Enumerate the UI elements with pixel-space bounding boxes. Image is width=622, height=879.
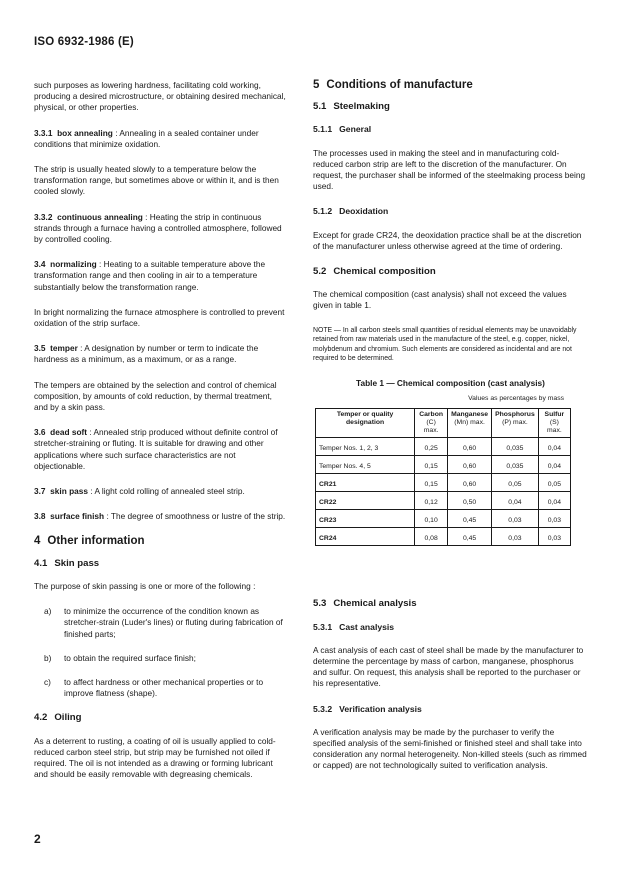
clause-3-5 <box>34 343 287 365</box>
phosphorus-cell: 0,035 <box>492 438 539 456</box>
carbon-cell: 0,12 <box>415 492 448 510</box>
section-5-1-heading <box>313 101 588 112</box>
list-item <box>44 677 287 699</box>
residual-elements-note: NOTE — In all carbon steels small quantities of residual elements may be unavoidably retained from raw materials used in the manufacture of the steel, e.g. copper, nickel, molybdenum and chromium. Such elements are considered as incidental and are not required to be determined. <box>313 326 577 363</box>
section-5-3-heading <box>313 598 588 609</box>
section-number: 4 <box>34 535 41 548</box>
table-header-row <box>316 409 571 438</box>
section-number: 4.2 <box>34 712 48 724</box>
column-header-label: Temper or quality designation <box>336 411 394 427</box>
clause-text: : A light cold rolling of annealed steel strip. <box>90 486 245 497</box>
section-5-1-2-heading <box>313 206 588 217</box>
manganese-cell: 0,45 <box>448 510 492 528</box>
column-header <box>316 409 415 438</box>
clause-3-7 <box>34 486 287 497</box>
section-5-3-1-heading <box>313 622 588 633</box>
clause-3-6 <box>34 427 287 472</box>
table-title: Table 1 — Chemical composition (cast analysis) <box>356 378 545 389</box>
table-caption: Values as percentages by mass <box>468 395 564 403</box>
clause-number: 3.3.2 <box>34 211 53 222</box>
list-text: to minimize the occurrence of the condition known as stretcher-strain (Luder's lines) or fluting during fabrication of finished parts; <box>64 606 283 639</box>
carbon-cell: 0,15 <box>415 456 448 474</box>
clause-3-4-detail: In bright normalizing the furnace atmosphere is controlled to prevent oxidation of the strip surface. <box>34 306 285 329</box>
section-title: Chemical analysis <box>333 598 417 610</box>
carbon-cell: 0,08 <box>415 528 448 546</box>
table-row <box>316 474 571 492</box>
sulfur-cell: 0,04 <box>538 456 570 474</box>
section-5-2-heading <box>313 266 588 277</box>
clause-3-4 <box>34 259 287 293</box>
designation-cell: Temper Nos. 4, 5 <box>316 456 415 474</box>
section-4-2-heading <box>34 712 287 723</box>
skin-pass-intro: The purpose of skin passing is one or more of the following : <box>34 580 256 591</box>
carbon-cell: 0,10 <box>415 510 448 528</box>
clause-number: 3.4 <box>34 259 46 270</box>
list-text: to obtain the required surface finish; <box>64 652 196 663</box>
clause-term: temper <box>50 343 78 354</box>
clause-text: : Heating to a suitable temperature above the transformation range and then cooling in air to a temperature substantially below the transformation range. <box>34 259 266 292</box>
designation-cell: CR22 <box>316 492 415 510</box>
column-header-label: Phosphorus <box>495 411 535 419</box>
intro-paragraph: such purposes as lowering hardness, facilitating cold working, producing a desired microstructure, or obtaining desired mechanical, physical, or other properties. <box>34 80 286 113</box>
section-number: 5.2 <box>313 266 327 278</box>
clause-text: : Heating the strip in continuous strands through a furnace having a controlled atmosphere, followed by controlled cooling. <box>34 211 282 245</box>
chemical-composition-paragraph: The chemical composition (cast analysis) shall not exceed the values given in table 1. <box>313 289 567 311</box>
section-title: Cast analysis <box>339 621 395 632</box>
clause-3-3-1 <box>34 128 287 150</box>
table-row <box>316 510 571 528</box>
verification-analysis-paragraph: A verification analysis may be made by the purchaser to verify the specified analysis of the semi-finished or finished steel and shall take into consideration any normal heterogeneity. Non-killed steels (such as rimmed or capped) are not technologically suited to verification analysis. <box>313 726 587 771</box>
clause-text: : Annealing in a sealed container under conditions that minimize oxidation. <box>34 127 259 149</box>
sulfur-cell: 0,03 <box>538 510 570 528</box>
section-number: 5.1.1 <box>313 124 333 135</box>
column-header-label: Carbon <box>419 411 444 419</box>
section-title: Oiling <box>54 712 82 724</box>
phosphorus-cell: 0,03 <box>492 528 539 546</box>
list-marker: c) <box>44 676 51 687</box>
table-row <box>316 492 571 510</box>
section-5-1-1-heading <box>313 124 588 135</box>
phosphorus-cell: 0,035 <box>492 456 539 474</box>
designation-cell: CR23 <box>316 510 415 528</box>
section-title: Conditions of manufacture <box>326 79 473 91</box>
section-number: 5.3.2 <box>313 703 333 714</box>
section-title: Skin pass <box>54 557 100 569</box>
clause-number: 3.3.1 <box>34 127 53 138</box>
section-number: 4.1 <box>34 557 48 569</box>
manganese-cell: 0,45 <box>448 528 492 546</box>
manganese-cell: 0,60 <box>448 474 492 492</box>
list-item <box>44 606 287 640</box>
column-header <box>415 409 448 438</box>
sulfur-cell: 0,04 <box>538 492 570 510</box>
section-number: 5.1 <box>313 101 327 113</box>
section-5-heading <box>313 80 588 91</box>
column-header-unit: (P) max. <box>502 419 528 427</box>
clause-term: box annealing <box>57 127 113 138</box>
carbon-cell: 0,15 <box>415 474 448 492</box>
section-title: Steelmaking <box>333 101 390 113</box>
list-item <box>44 653 287 664</box>
section-title: Deoxidation <box>339 206 389 217</box>
clause-3-3-1-detail: The strip is usually heated slowly to a temperature below the transformation range, but sometimes above or within it, and is then cooled slowly. <box>34 164 279 197</box>
designation-cell: CR21 <box>316 474 415 492</box>
column-header-unit: (C) max. <box>423 419 439 435</box>
carbon-cell: 0,25 <box>415 438 448 456</box>
section-title: General <box>339 124 372 135</box>
section-number: 5 <box>313 79 320 91</box>
list-marker: a) <box>44 606 52 617</box>
clause-number: 3.8 <box>34 511 46 522</box>
chemical-composition-table <box>315 408 571 546</box>
left-column <box>34 80 287 794</box>
column-header-label: Sulfur <box>544 411 565 419</box>
column-header-label: Manganese <box>451 411 489 419</box>
clause-text: : The degree of smoothness or lustre of the strip. <box>106 511 286 522</box>
column-header <box>448 409 492 438</box>
column-header <box>538 409 570 438</box>
section-number: 5.3 <box>313 598 327 610</box>
clause-text: : Annealed strip produced without definite control of stretcher-straining or fluting. It is suitable for drawing and other applications where such surface characteristics are not objectionable. <box>34 427 278 471</box>
designation-cell: Temper Nos. 1, 2, 3 <box>316 438 415 456</box>
clause-3-5-detail: The tempers are obtained by the selection and control of chemical composition, by amounts of cold reduction, by thermal treatment, and by a skin pass. <box>34 379 277 413</box>
phosphorus-cell: 0,04 <box>492 492 539 510</box>
clause-number: 3.5 <box>34 343 46 354</box>
column-header-unit: (S) max. <box>547 419 562 435</box>
deoxidation-paragraph: Except for grade CR24, the deoxidation practice shall be at the discretion of the manufacturer unless otherwise agreed at the time of ordering. <box>313 229 582 251</box>
clause-term: normalizing <box>50 259 97 270</box>
list-text: to affect hardness or other mechanical properties or to improve flatness (shape). <box>64 676 264 699</box>
clause-term: surface finish <box>50 511 105 522</box>
page-number: 2 <box>34 832 41 846</box>
cast-analysis-paragraph: A cast analysis of each cast of steel shall be made by the manufacturer to determine the percentage by mass of carbon, manganese, phosphorus and sulfur. On request, this analysis shall be reported to the purchaser or his representative. <box>313 644 584 689</box>
sulfur-cell: 0,03 <box>538 528 570 546</box>
table-row <box>316 528 571 546</box>
section-number: 5.3.1 <box>313 621 333 632</box>
clause-number: 3.6 <box>34 427 46 438</box>
sulfur-cell: 0,04 <box>538 438 570 456</box>
section-title: Other information <box>47 535 145 548</box>
manganese-cell: 0,60 <box>448 456 492 474</box>
designation-cell: CR24 <box>316 528 415 546</box>
page-header: ISO 6932-1986 (E) <box>34 36 134 48</box>
column-header <box>492 409 539 438</box>
oiling-paragraph: As a deterrent to rusting, a coating of oil is usually applied to cold-reduced carbon steel strip, but strip may be furnished not oiled if required. The oil is not intended as a drawing or forming lubricant and should be easily removable with degreasing chemicals. <box>34 735 276 780</box>
sulfur-cell: 0,05 <box>538 474 570 492</box>
section-4-1-heading <box>34 558 287 569</box>
clause-3-3-2 <box>34 212 287 246</box>
clause-term: dead soft <box>50 427 88 438</box>
right-column <box>313 80 588 786</box>
manganese-cell: 0,60 <box>448 438 492 456</box>
phosphorus-cell: 0,05 <box>492 474 539 492</box>
section-4-heading <box>34 536 287 547</box>
clause-term: continuous annealing <box>57 211 143 222</box>
section-number: 5.1.2 <box>313 206 333 217</box>
column-header-unit: (Mn) max. <box>454 419 485 427</box>
section-title: Verification analysis <box>339 703 422 714</box>
section-title: Chemical composition <box>333 266 436 278</box>
manganese-cell: 0,50 <box>448 492 492 510</box>
section-5-3-2-heading <box>313 704 588 715</box>
clause-term: skin pass <box>50 486 88 497</box>
clause-number: 3.7 <box>34 486 46 497</box>
table-row <box>316 456 571 474</box>
table-row <box>316 438 571 456</box>
phosphorus-cell: 0,03 <box>492 510 539 528</box>
general-paragraph: The processes used in making the steel and in manufacturing cold-reduced carbon strip are left to the discretion of the manufacturer. On request, the purchaser shall be informed of the steelmaking process being used. <box>313 147 586 192</box>
list-marker: b) <box>44 652 52 663</box>
clause-3-8 <box>34 511 287 522</box>
clause-text: : A designation by number or term to indicate the hardness as a minimum, as a maximum, or as a range. <box>34 343 259 365</box>
